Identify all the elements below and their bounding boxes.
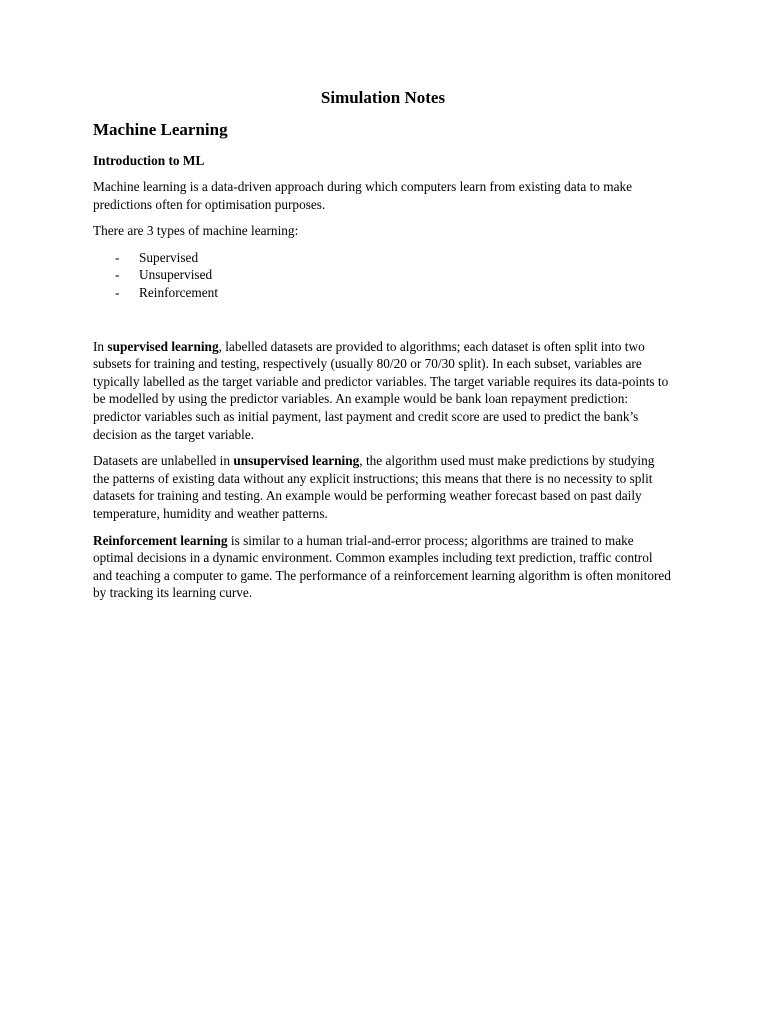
unsupervised-term: unsupervised learning [233,453,360,469]
unsupervised-lead: Datasets are unlabelled in [93,453,234,469]
types-list [93,249,673,302]
types-intro: There are 3 types of machine learning: [93,223,299,239]
list-item [93,266,673,284]
list-item-label: Reinforcement [139,284,219,300]
subsection-heading: Introduction to ML [93,153,205,168]
reinforcement-paragraph [93,532,673,602]
section-heading: Machine Learning [93,120,228,139]
list-item-label: Unsupervised [139,267,213,283]
list-dash: - [115,249,120,265]
list-item-label: Supervised [139,249,199,265]
supervised-lead: In [93,338,108,354]
reinforcement-term: Reinforcement learning [93,532,228,548]
intro-paragraph: Machine learning is a data-driven approach during which computers learn from existing data to make predictions often for optimisation purposes. [93,179,633,212]
supervised-term: supervised learning [107,338,219,354]
reinforcement-body: is similar to a human trial-and-error process; algorithms are trained to make optimal decisions in a dynamic environment. Common examples including text prediction, traffic control and teaching a computer to game. The performance of a reinforcement learning algorithm is often monitored by tracking its learning curve. [93,532,671,601]
list-item [93,284,673,302]
supervised-paragraph [93,338,673,444]
supervised-body: , labelled datasets are provided to algorithms; each dataset is often split into two subsets for training and testing, respectively (usually 80/20 or 70/30 split). In each subset, variables are typically labelled as the target variable and predictor variables. The target variable requires its data-points to be modelled by using the predictor variables. An example would be bank loan repayment prediction: predictor variables such as initial payment, last payment and credit score are used to predict the bank’s decision as the target variable. [93,338,669,442]
document-title: Simulation Notes [320,88,446,107]
document-body [93,84,673,602]
unsupervised-body: , the algorithm used must make predictions by studying the patterns of existing data without any explicit instructions; this means that there is no necessity to split datasets for training and testing. An example would be performing weather forecast based on past daily temperature, humidity and weather patterns. [93,453,655,521]
list-item [93,249,673,267]
list-dash: - [115,284,120,300]
list-dash: - [115,267,120,283]
unsupervised-paragraph [93,452,673,522]
